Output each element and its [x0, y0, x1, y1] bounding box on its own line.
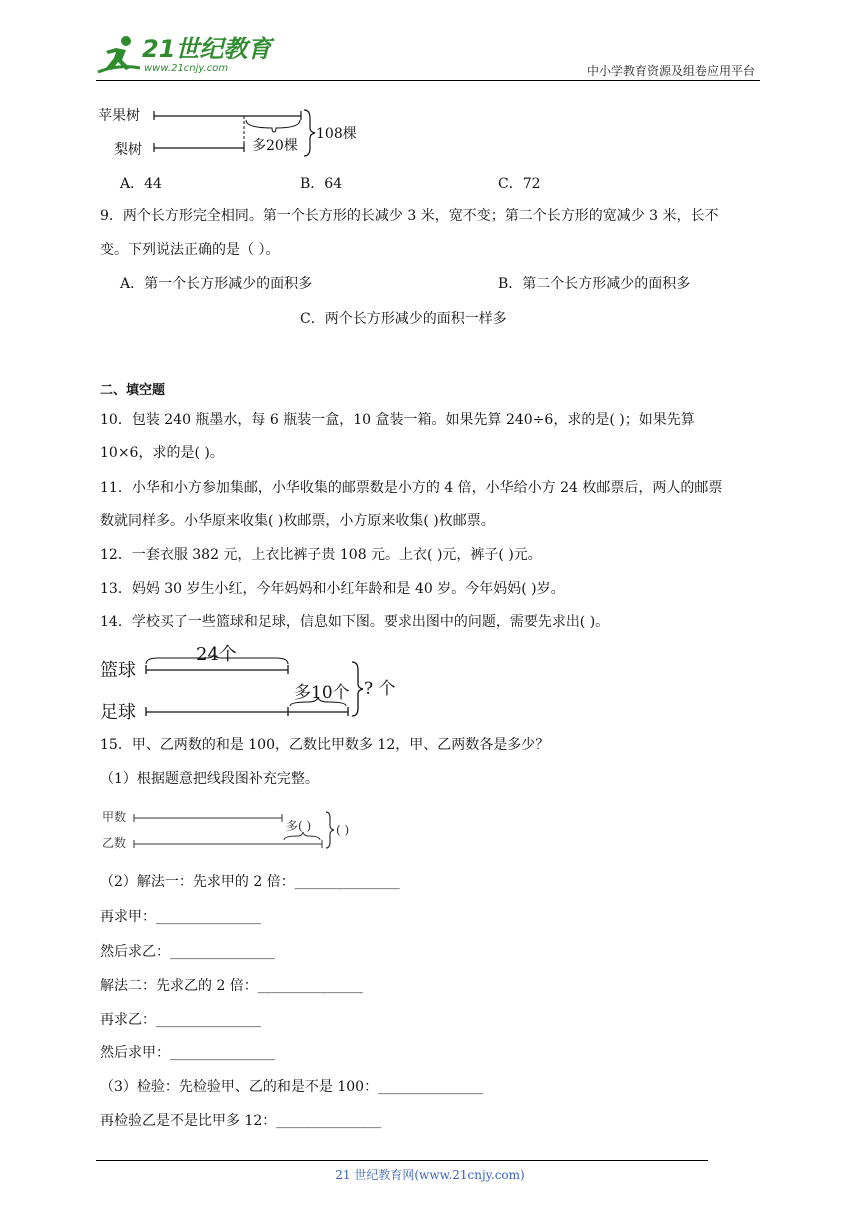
q9-text-line2: 变。下列说法正确的是（ ）。 — [100, 242, 280, 258]
q9-option-c: C．两个长方形减少的面积一样多 — [300, 311, 507, 327]
label-jia: 甲数 — [102, 810, 127, 824]
q15-text: 15．甲、乙两数的和是 100，乙数比甲数多 12，甲、乙两数各是多少？ — [100, 737, 550, 753]
q15-step-find-jia: 再求甲：_______________ — [100, 909, 261, 925]
total-label: 108棵 — [316, 126, 357, 142]
q11-text-line1: 11．小华和小方参加集邮，小华收集的邮票数是小方的 4 倍，小华给小方 24 枚邮票后，两人的邮票 — [100, 480, 723, 496]
logo-url: www.21cnjy.com — [144, 63, 229, 74]
label-pear-tree: 梨树 — [114, 142, 142, 158]
section-title: 二、填空题 — [100, 383, 166, 398]
q15-check-diff: 再检验乙是不是比甲多 12：_______________ — [100, 1113, 382, 1129]
label-yi: 乙数 — [102, 836, 127, 850]
q15-part3: （3）检验：先检验甲、乙的和是不是 100：_______________ — [100, 1079, 484, 1095]
q10-text-line2: 10×6，求的是( )。 — [100, 445, 224, 461]
header-rule — [96, 80, 760, 81]
diff-label: 多( ) — [286, 819, 312, 833]
q8-segment-diagram — [96, 98, 376, 160]
q8-option-b: B．64 — [300, 176, 343, 192]
page-header — [0, 0, 860, 82]
q13-text: 13．妈妈 30 岁生小红，今年妈妈和小红年龄和是 40 岁。今年妈妈( )岁。 — [100, 581, 565, 597]
label-apple-tree: 苹果树 — [98, 108, 140, 124]
total-label: ( ) — [336, 823, 350, 837]
q9-option-a: A．第一个长方形减少的面积多 — [120, 276, 313, 292]
q15-part2: （2）解法一：先求甲的 2 倍：_______________ — [100, 874, 400, 890]
logo-text: 21世纪教育 — [142, 35, 272, 63]
footer-text: 21 世纪教育网(www.21cnjy.com) — [335, 1168, 525, 1182]
footer-rule — [96, 1160, 708, 1161]
top-count-label: 24个 — [196, 644, 237, 665]
q9-option-b: B．第二个长方形减少的面积多 — [498, 276, 691, 292]
q15-step-find-yi-2: 再求乙：_______________ — [100, 1012, 261, 1028]
q10-text-line1: 10．包装 240 瓶墨水，每 6 瓶装一盒，10 盒装一箱。如果先算 240÷6，求的是( )；如果先算 — [100, 412, 695, 428]
label-football: 足球 — [100, 702, 136, 723]
q15-segment-diagram — [100, 804, 380, 854]
q9-text-line1: 9．两个长方形完全相同。第一个长方形的长减少 3 米，宽不变；第二个长方形的宽减少 3 米，长不 — [100, 208, 719, 224]
q15-part1: （1）根据题意把线段图补充完整。 — [100, 771, 319, 787]
q8-option-a: A．44 — [120, 176, 162, 192]
q11-text-line2: 数就同样多。小华原来收集( )枚邮票，小方原来收集( )枚邮票。 — [100, 513, 495, 529]
q8-option-c: C．72 — [498, 176, 541, 192]
diff-label: 多10个 — [294, 683, 350, 703]
total-label: ? 个 — [364, 679, 396, 699]
q15-method2: 解法二：先求乙的 2 倍：_______________ — [100, 978, 363, 994]
runner-logo-icon — [96, 34, 142, 76]
q15-step-find-yi: 然后求乙：_______________ — [100, 944, 275, 960]
label-basketball: 篮球 — [100, 660, 136, 681]
platform-name: 中小学教育资源及组卷应用平台 — [586, 64, 755, 78]
q15-step-find-jia-2: 然后求甲：_______________ — [100, 1045, 275, 1061]
diff-label: 多20棵 — [252, 138, 298, 154]
q12-text: 12．一套衣服 382 元，上衣比裤子贵 108 元。上衣( )元，裤子( )元。 — [100, 547, 542, 563]
q14-segment-diagram — [98, 640, 418, 724]
q14-text: 14．学校买了一些篮球和足球，信息如下图。要求出图中的问题，需要先求出( )。 — [100, 614, 610, 630]
